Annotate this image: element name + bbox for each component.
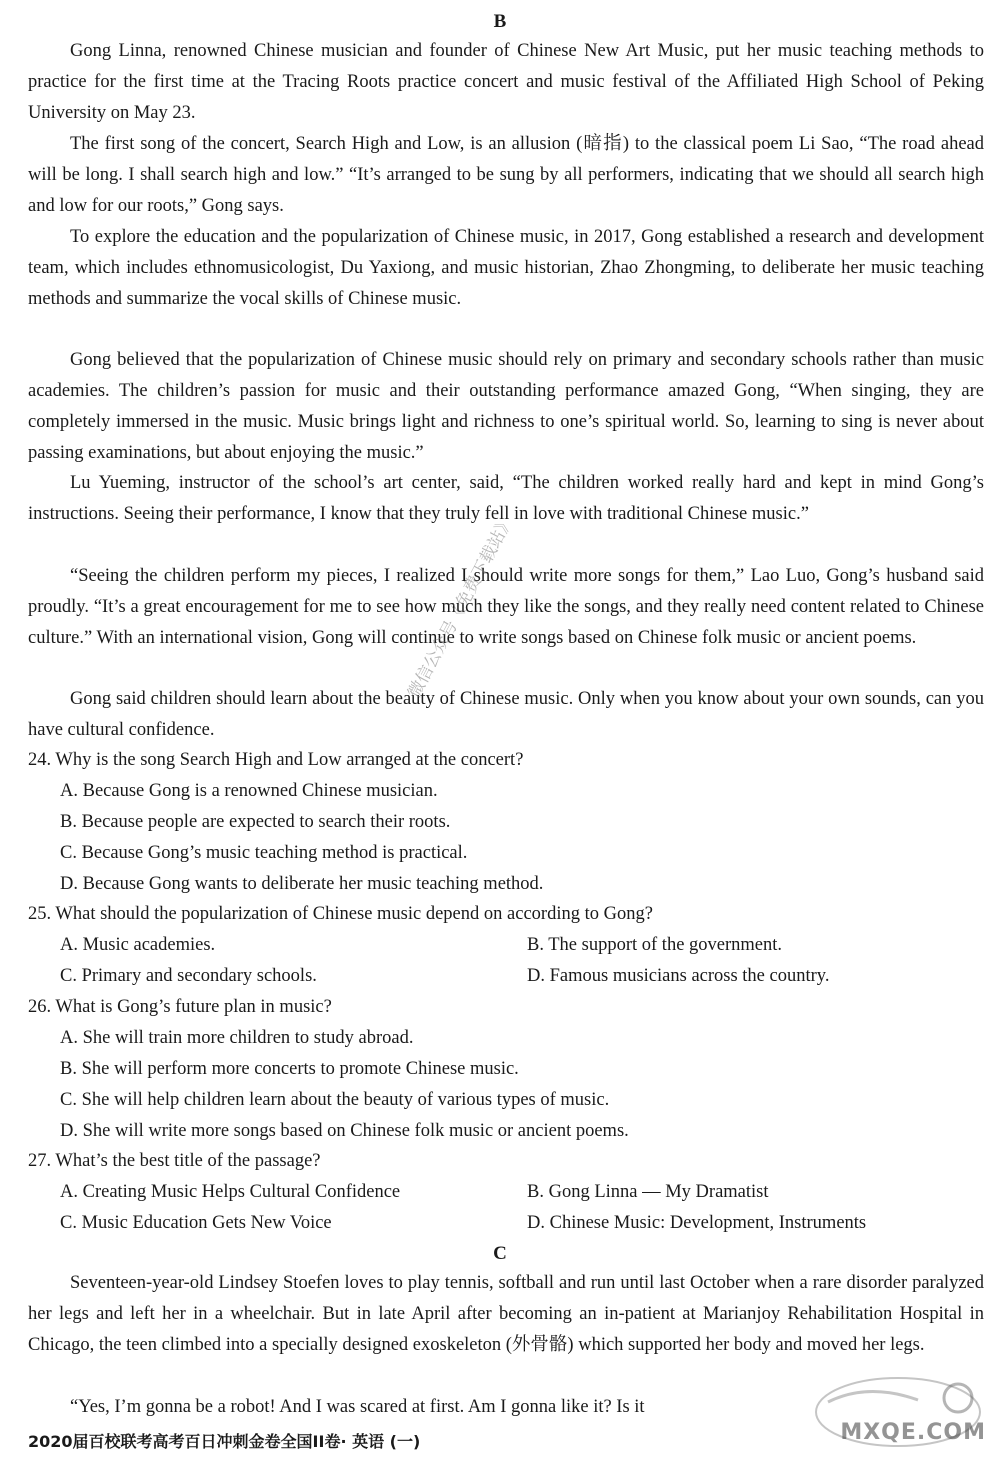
question-26-stem: 26. What is Gong’s future plan in music? <box>28 997 332 1017</box>
question-24-option-d: D. Because Gong wants to deliberate her music teaching method. <box>60 874 544 894</box>
section-b-paragraph-7: Gong said children should learn about the beauty of Chinese music. Only when you know about your own sounds, can you have cultural confidence. <box>28 689 984 740</box>
question-26-option-c: C. She will help children learn about the beauty of various types of music. <box>60 1090 610 1110</box>
watermark-logo-text: MXQE.COM <box>840 1420 986 1445</box>
section-b-heading: B <box>493 11 507 32</box>
section-b-paragraph-1: Gong Linna, renowned Chinese musician and founder of Chinese New Art Music, put her music teaching methods to practice for the first time at the Tracing Roots practice concert and music festival of the Affiliated High School of Peking University on May 23. <box>28 41 984 123</box>
question-24-option-b: B. Because people are expected to search their roots. <box>60 812 451 832</box>
question-25-option-a: A. Music academies. <box>60 935 216 955</box>
question-27-stem: 27. What’s the best title of the passage? <box>28 1151 321 1171</box>
question-25-option-d: D. Famous musicians across the country. <box>527 966 830 986</box>
question-24-stem: 24. Why is the song Search High and Low arranged at the concert? <box>28 750 524 770</box>
watermark-text: 微信公众号《免费下载站》 <box>404 512 518 702</box>
question-27-option-c: C. Music Education Gets New Voice <box>60 1213 332 1233</box>
question-24-option-a: A. Because Gong is a renowned Chinese musician. <box>60 781 438 801</box>
section-b-paragraph-6: “Seeing the children perform my pieces, I realized I should write more songs for them,” Lao Luo, Gong’s husband said proudly. “It’s a great encouragement for me to see how much they like the songs, and they really need content related to Chinese culture.” With an international vision, Gong will continue to write songs based on Chinese folk music or ancient poems. <box>28 566 984 648</box>
question-27-option-d: D. Chinese Music: Development, Instruments <box>527 1213 867 1233</box>
question-24-option-c: C. Because Gong’s music teaching method is practical. <box>60 843 468 863</box>
question-27-option-a: A. Creating Music Helps Cultural Confidence <box>60 1182 401 1202</box>
question-27-option-b: B. Gong Linna — My Dramatist <box>527 1182 769 1202</box>
section-c-heading: C <box>493 1243 507 1264</box>
question-26-option-a: A. She will train more children to study abroad. <box>60 1028 414 1048</box>
question-25-option-b: B. The support of the government. <box>527 935 783 955</box>
section-b-paragraph-2: The first song of the concert, Search High and Low, is an allusion (暗指) to the classical poem Li Sao, “The road ahead will be long. I shall search high and low.” “It’s arranged to be sung by all performers, indicating that we should all search high and low for our roots,” Gong says. <box>28 134 984 216</box>
question-26-option-d: D. She will write more songs based on Chinese folk music or ancient poems. <box>60 1121 629 1141</box>
section-b-paragraph-3: To explore the education and the popularization of Chinese music, in 2017, Gong established a research and development team, which includes ethnomusicologist, Du Yaxiong, and music historian, Zhao Zhongming, to deliberate her music teaching methods and summarize the vocal skills of Chinese music. <box>28 227 984 309</box>
question-26-option-b: B. She will perform more concerts to promote Chinese music. <box>60 1059 519 1079</box>
section-c-paragraph-1: Seventeen-year-old Lindsey Stoefen loves to play tennis, softball and run until last October when a rare disorder paralyzed her legs and left her in a wheelchair. But in late April after becoming an in-patient at Marianjoy Rehabilitation Hospital in Chicago, the teen climbed into a specially designed exoskeleton (外骨骼) which supported her body and moved her legs. <box>28 1273 984 1355</box>
question-25-option-c: C. Primary and secondary schools. <box>60 966 317 986</box>
section-b-paragraph-5: Lu Yueming, instructor of the school’s art center, said, “The children worked really hard and kept in mind Gong’s instructions. Seeing their performance, I know that they truly fell in love with traditional Chinese music.” <box>28 473 984 524</box>
page-footer: 2020届百校联考高考百日冲刺金卷全国II卷· 英语 (一) <box>28 1432 421 1451</box>
question-25-stem: 25. What should the popularization of Chinese music depend on according to Gong? <box>28 904 653 924</box>
section-b-paragraph-4: Gong believed that the popularization of Chinese music should rely on primary and secondary schools rather than music academies. The children’s passion for music and their outstanding performance amazed Gong, “When singing, they are completely immersed in the music. Music brings light and richness to one’s spiritual world. So, learning to sing is never about passing examinations, but about enjoying the music.” <box>28 350 984 463</box>
section-c-paragraph-2: “Yes, I’m gonna be a robot! And I was scared at first. Am I gonna like it? Is it <box>70 1397 645 1417</box>
